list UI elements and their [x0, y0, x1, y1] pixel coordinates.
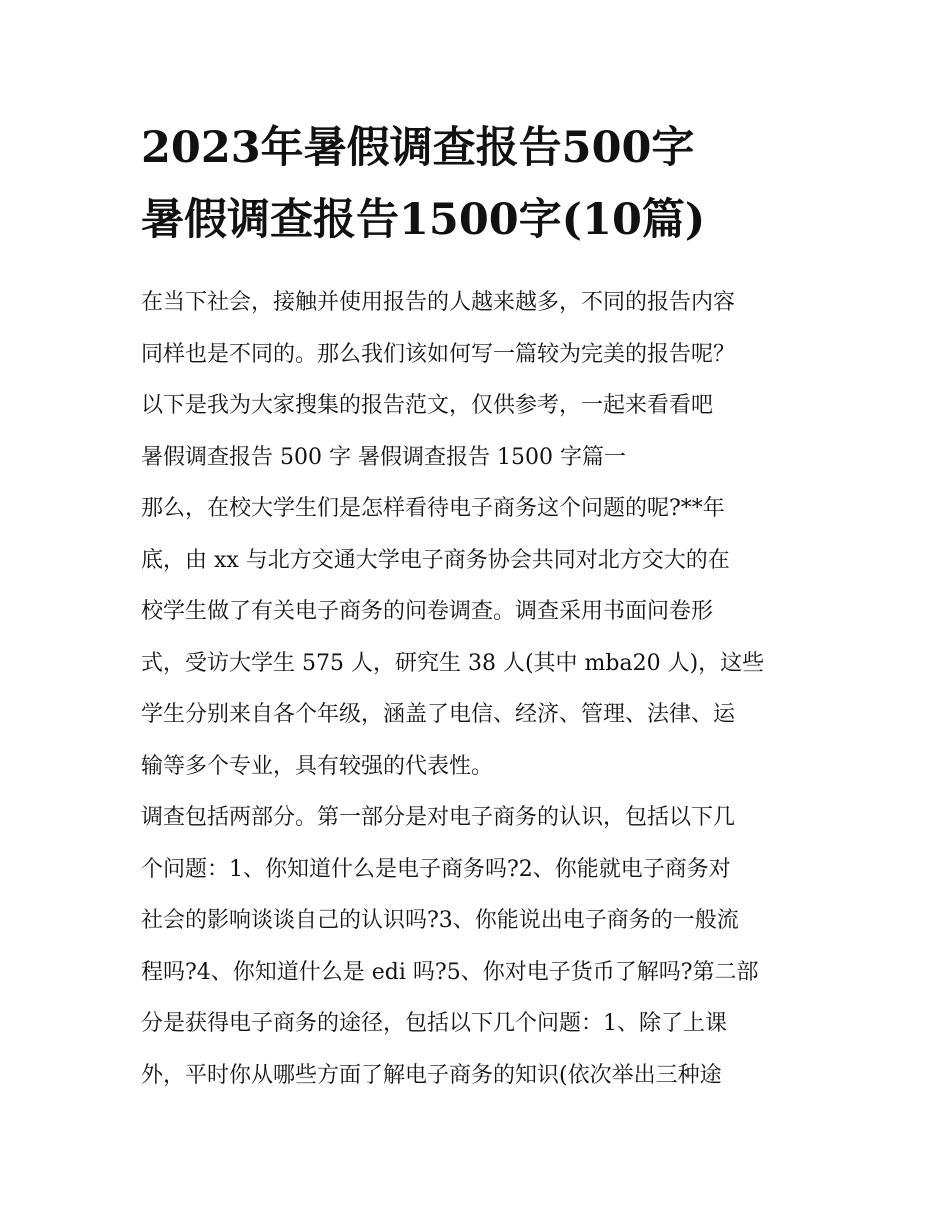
body-line: 底，由 xx 与北方交通大学电子商务协会共同对北方交大的在: [141, 547, 730, 573]
document-body: [141, 277, 821, 1101]
body-line: 程吗?4、你知道什么是 edi 吗?5、你对电子货币了解吗?第二部: [141, 959, 759, 985]
body-line: 校学生做了有关电子商务的问卷调查。调查采用书面问卷形: [141, 599, 714, 624]
body-line: 学生分别来自各个年级，涵盖了电信、经济、管理、法律、运: [141, 702, 736, 727]
body-line: 式，受访大学生 575 人，研究生 38 人(其中 mba20 人)，这些: [141, 650, 765, 676]
body-line: 暑假调查报告 500 字 暑假调查报告 1500 字篇一: [141, 444, 626, 470]
document-title: [141, 112, 821, 256]
body-line: 那么，在校大学生们是怎样看待电子商务这个问题的呢?**年: [141, 496, 725, 521]
body-line: 以下是我为大家搜集的报告范文，仅供参考，一起来看看吧: [141, 393, 714, 418]
body-line: 外，平时你从哪些方面了解电子商务的知识(依次举出三种途: [141, 1062, 722, 1088]
body-line: 调查包括两部分。第一部分是对电子商务的认识，包括以下几: [141, 805, 736, 830]
title-line-1: 2023年暑假调查报告500字: [141, 123, 695, 173]
title-line-2: 暑假调查报告1500字(10篇): [141, 195, 706, 245]
body-line: 在当下社会，接触并使用报告的人越来越多，不同的报告内容: [141, 290, 736, 315]
body-line: 同样也是不同的。那么我们该如何写一篇较为完美的报告呢？: [141, 341, 736, 367]
body-line: 社会的影响谈谈自己的认识吗?3、你能说出电子商务的一般流: [141, 908, 739, 933]
body-line: 输等多个专业，具有较强的代表性。: [141, 753, 494, 779]
body-line: 个问题：1、你知道什么是电子商务吗?2、你能就电子商务对: [141, 856, 731, 882]
body-line: 分是获得电子商务的途径，包括以下几个问题：1、除了上课: [141, 1011, 727, 1036]
